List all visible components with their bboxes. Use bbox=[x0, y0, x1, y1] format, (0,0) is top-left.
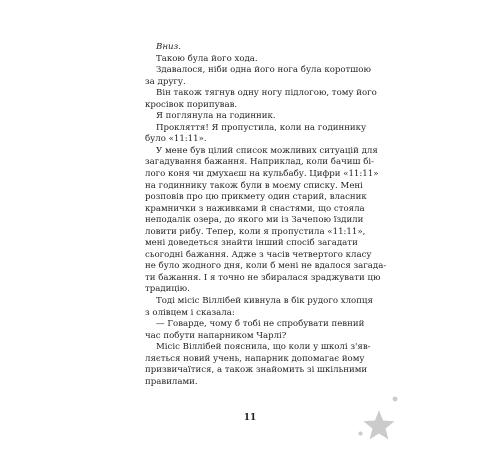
text-line: — Говарде, чому б тобі не спробувати певний bbox=[156, 319, 365, 330]
text-line: Такою була його хода. bbox=[156, 53, 258, 64]
paragraph bbox=[145, 342, 371, 388]
text-line: на годиннику також були в моєму списку. Мені bbox=[145, 180, 363, 191]
text-line: Я поглянула на годинник. bbox=[156, 111, 276, 122]
dot-icon bbox=[358, 431, 363, 436]
dot-icon bbox=[392, 396, 398, 402]
text-line: ти бажання. І я точно не збиралася зраджувати цю bbox=[145, 272, 381, 283]
paragraph bbox=[145, 54, 357, 66]
text-line: традицію. bbox=[145, 284, 190, 295]
text-line: У мене був цілий список можливих ситуацій для bbox=[156, 145, 378, 156]
text-line: правилами. bbox=[145, 376, 198, 387]
text-line: за другу. bbox=[145, 76, 186, 87]
text-line: лого коня чи дмухаєш на кульбабу. Цифри «11:11» bbox=[145, 169, 379, 180]
text-line: Місіс Віллібей пояснила, що коли у школі з'яв- bbox=[156, 342, 371, 353]
star-shape bbox=[364, 410, 395, 440]
dot-shape bbox=[393, 397, 398, 402]
text-line: Вниз. bbox=[156, 42, 181, 52]
paragraph bbox=[145, 65, 371, 88]
text-line: ляється новий учень, напарник допомагає йому bbox=[145, 353, 365, 364]
page-text bbox=[145, 42, 387, 388]
text-line: загадування бажання. Наприклад, коли бачиш бі- bbox=[145, 157, 375, 168]
star-icon bbox=[362, 409, 396, 441]
text-line: час побути напарником Чарлі? bbox=[145, 330, 287, 341]
paragraph bbox=[145, 296, 373, 319]
paragraph bbox=[145, 88, 377, 111]
dot-shape bbox=[359, 432, 363, 436]
text-line: сьогодні бажання. Адже з часів четвертого класу bbox=[145, 249, 372, 260]
paragraph bbox=[145, 145, 387, 296]
text-line: було «11:11». bbox=[145, 134, 207, 145]
text-line: кросівок порипував. bbox=[145, 99, 238, 110]
text-line: Прокляття! Я пропустила, коли на годиннику bbox=[156, 122, 367, 133]
text-line: з олівцем і сказала: bbox=[145, 307, 235, 318]
text-line: мені доведеться знайти інший спосіб загадати bbox=[145, 238, 358, 249]
paragraph bbox=[145, 111, 357, 123]
paragraph bbox=[145, 319, 365, 342]
text-line: Він також тягнув одну ногу підлогою, тому його bbox=[156, 88, 377, 99]
text-line: Здавалося, ніби одна його нога була коротшою bbox=[156, 65, 371, 76]
paragraph bbox=[145, 42, 357, 54]
text-line: Тоді місіс Віллібей кивнула в бік рудого хлопця bbox=[156, 296, 373, 307]
text-line: крамнички з наживками й снастями, що стояла bbox=[145, 203, 365, 214]
paragraph bbox=[145, 122, 367, 146]
text-line: неподалік озера, до якого ми із Зачепою їздили bbox=[145, 215, 364, 226]
page-number: 11 bbox=[243, 413, 257, 423]
text-line: ловити рибу. Тепер, коли я пропустила «11:11», bbox=[145, 226, 366, 237]
text-line: розповів про цю прикмету один старий, власник bbox=[145, 192, 367, 203]
text-line: не було жодного дня, коли б мені не вдалося загада- bbox=[145, 261, 387, 272]
text-line: призвичаїтися, а також знайомить зі шкільними bbox=[145, 365, 368, 376]
